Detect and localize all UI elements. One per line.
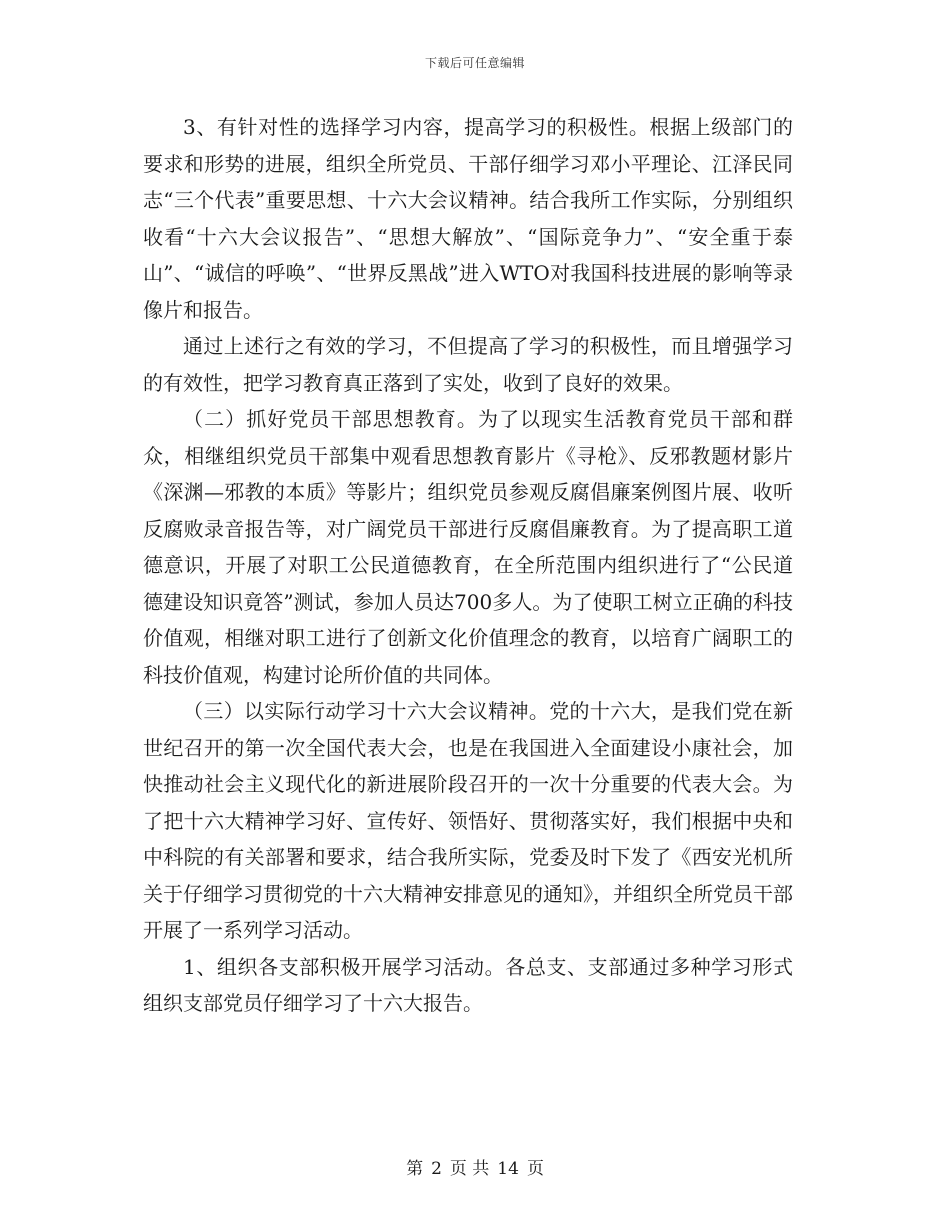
- paragraph-sixteenth-congress: （三）以实际行动学习十六大会议精神。党的十六大，是我们党在新世纪召开的第一次全国代表大会，也是在我国进入全面建设小康社会，加快推动社会主义现代化的新进展阶段召开的一次十分重要的代表大会。为了把十六大精神学习好、宣传好、领悟好、贯彻落实好，我们根据中央和中科院的有关部署和要求，结合我所实际，党委及时下发了《西安光机所关于仔细学习贯彻党的十六大精神安排意见的通知》，并组织全所党员干部开展了一系列学习活动。: [143, 699, 793, 942]
- page-header: 下载后可任意编辑: [424, 56, 525, 70]
- page-footer: [0, 1154, 950, 1179]
- footer-total-pages: 14: [497, 1159, 519, 1179]
- paragraph-branch-activities: 1、组织各支部积极开展学习活动。各总支、支部通过多种学习形式组织支部党员仔细学习了十六大报告。: [143, 954, 793, 1015]
- paragraph-study-content: 3、有针对性的选择学习内容，提高学习的积极性。根据上级部门的要求和形势的进展，组织全所党员、干部仔细学习邓小平理论、江泽民同志“三个代表”重要思想、十六大会议精神。结合我所工作实际，分别组织收看“十六大会议报告”、“思想大解放”、“国际竞争力”、“安全重于泰山”、“诚信的呼唤”、“世界反黑战”进入WTO对我国科技进展的影响等录像片和报告。: [143, 115, 793, 322]
- footer-page-suffix: 页: [526, 1159, 544, 1179]
- paragraph-study-effect: 通过上述行之有效的学习，不但提高了学习的积极性，而且增强学习的有效性，把学习教育真正落到了实处，收到了良好的效果。: [143, 334, 793, 395]
- footer-page-number: 2: [431, 1159, 442, 1179]
- footer-page-mid: 页 共: [449, 1159, 490, 1179]
- footer-page-prefix: 第: [406, 1159, 424, 1179]
- paragraph-ideological-education: （二）抓好党员干部思想教育。为了以现实生活教育党员干部和群众，相继组织党员干部集中观看思想教育影片《寻枪》、反邪教题材影片《深渊—邪教的本质》等影片；组织党员参观反腐倡廉案例图片展、收听反腐败录音报告等，对广阔党员干部进行反腐倡廉教育。为了提高职工道德意识，开展了对职工公民道德教育，在全所范围内组织进行了“公民道德建设知识竟答”测试，参加人员达700多人。为了使职工树立正确的科技价值观，相继对职工进行了创新文化价值理念的教育，以培育广阔职工的科技价值观，构建讨论所价值的共同体。: [143, 407, 793, 687]
- document-body: [143, 109, 793, 1022]
